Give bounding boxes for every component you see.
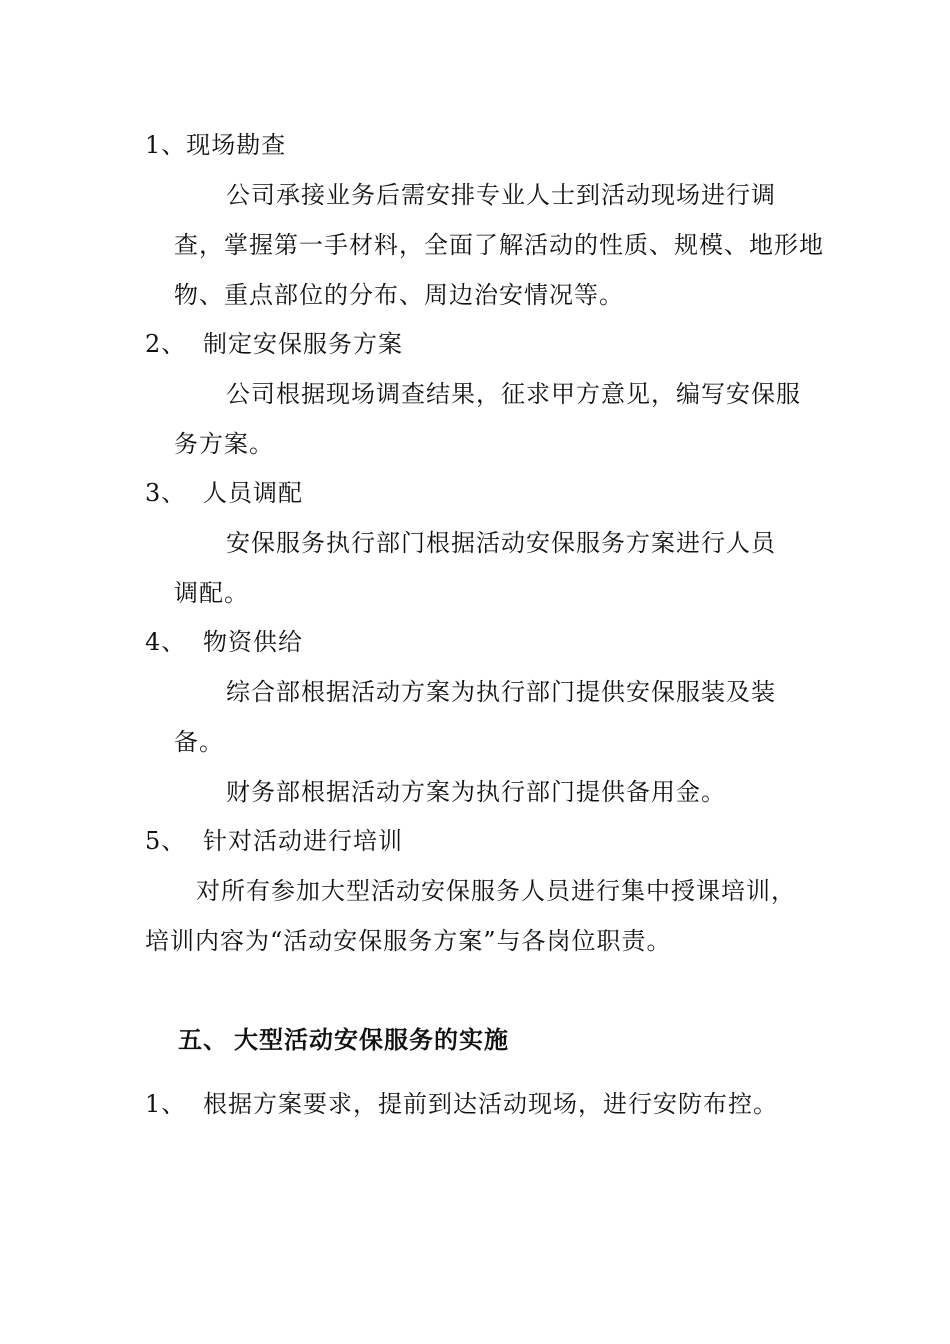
section-title: 制定安保服务方案 — [203, 330, 403, 358]
list-item-number: 1、 — [145, 1090, 187, 1118]
section-number: 3、 — [145, 479, 187, 507]
section-heading — [145, 328, 403, 360]
paragraph-line: 务方案。 — [174, 430, 274, 458]
paragraph-line: 公司根据现场调查结果，征求甲方意见，编写安保服 — [226, 380, 801, 408]
paragraph-line: 公司承接业务后需安排专业人士到活动现场进行调 — [226, 181, 776, 209]
paragraph-line: 调配。 — [174, 579, 249, 607]
chapter-heading — [178, 1024, 509, 1056]
section-title: 物资供给 — [203, 628, 303, 656]
section-heading — [145, 129, 286, 161]
paragraph-line: 安保服务执行部门根据活动安保服务方案进行人员 — [226, 529, 776, 557]
paragraph-line: 综合部根据活动方案为执行部门提供安保服装及装 — [226, 678, 776, 706]
paragraph-line: 查，掌握第一手材料，全面了解活动的性质、规模、地形地 — [174, 231, 824, 259]
section-title: 针对活动进行培训 — [203, 827, 403, 855]
paragraph-line: 物、重点部位的分布、周边治安情况等。 — [174, 281, 624, 309]
section-heading — [145, 626, 303, 658]
paragraph-line: 对所有参加大型活动安保服务人员进行集中授课培训， — [196, 877, 796, 905]
chapter-title: 大型活动安保服务的实施 — [234, 1025, 509, 1054]
list-item — [145, 1088, 778, 1120]
list-item-text: 根据方案要求，提前到达活动现场，进行安防布控。 — [203, 1090, 778, 1118]
paragraph-line: 财务部根据活动方案为执行部门提供备用金。 — [226, 778, 726, 806]
section-title: 现场勘查 — [186, 131, 287, 159]
chapter-number: 五、 — [178, 1025, 228, 1054]
paragraph-line: 备。 — [174, 728, 224, 756]
section-title: 人员调配 — [203, 479, 303, 507]
section-number: 5、 — [145, 827, 187, 855]
section-heading — [145, 477, 303, 509]
section-heading — [145, 825, 403, 857]
section-number: 1、 — [145, 131, 187, 159]
section-number: 2、 — [145, 330, 187, 358]
section-number: 4、 — [145, 628, 187, 656]
paragraph-line: 培训内容为“活动安保服务方案”与各岗位职责。 — [145, 927, 672, 955]
